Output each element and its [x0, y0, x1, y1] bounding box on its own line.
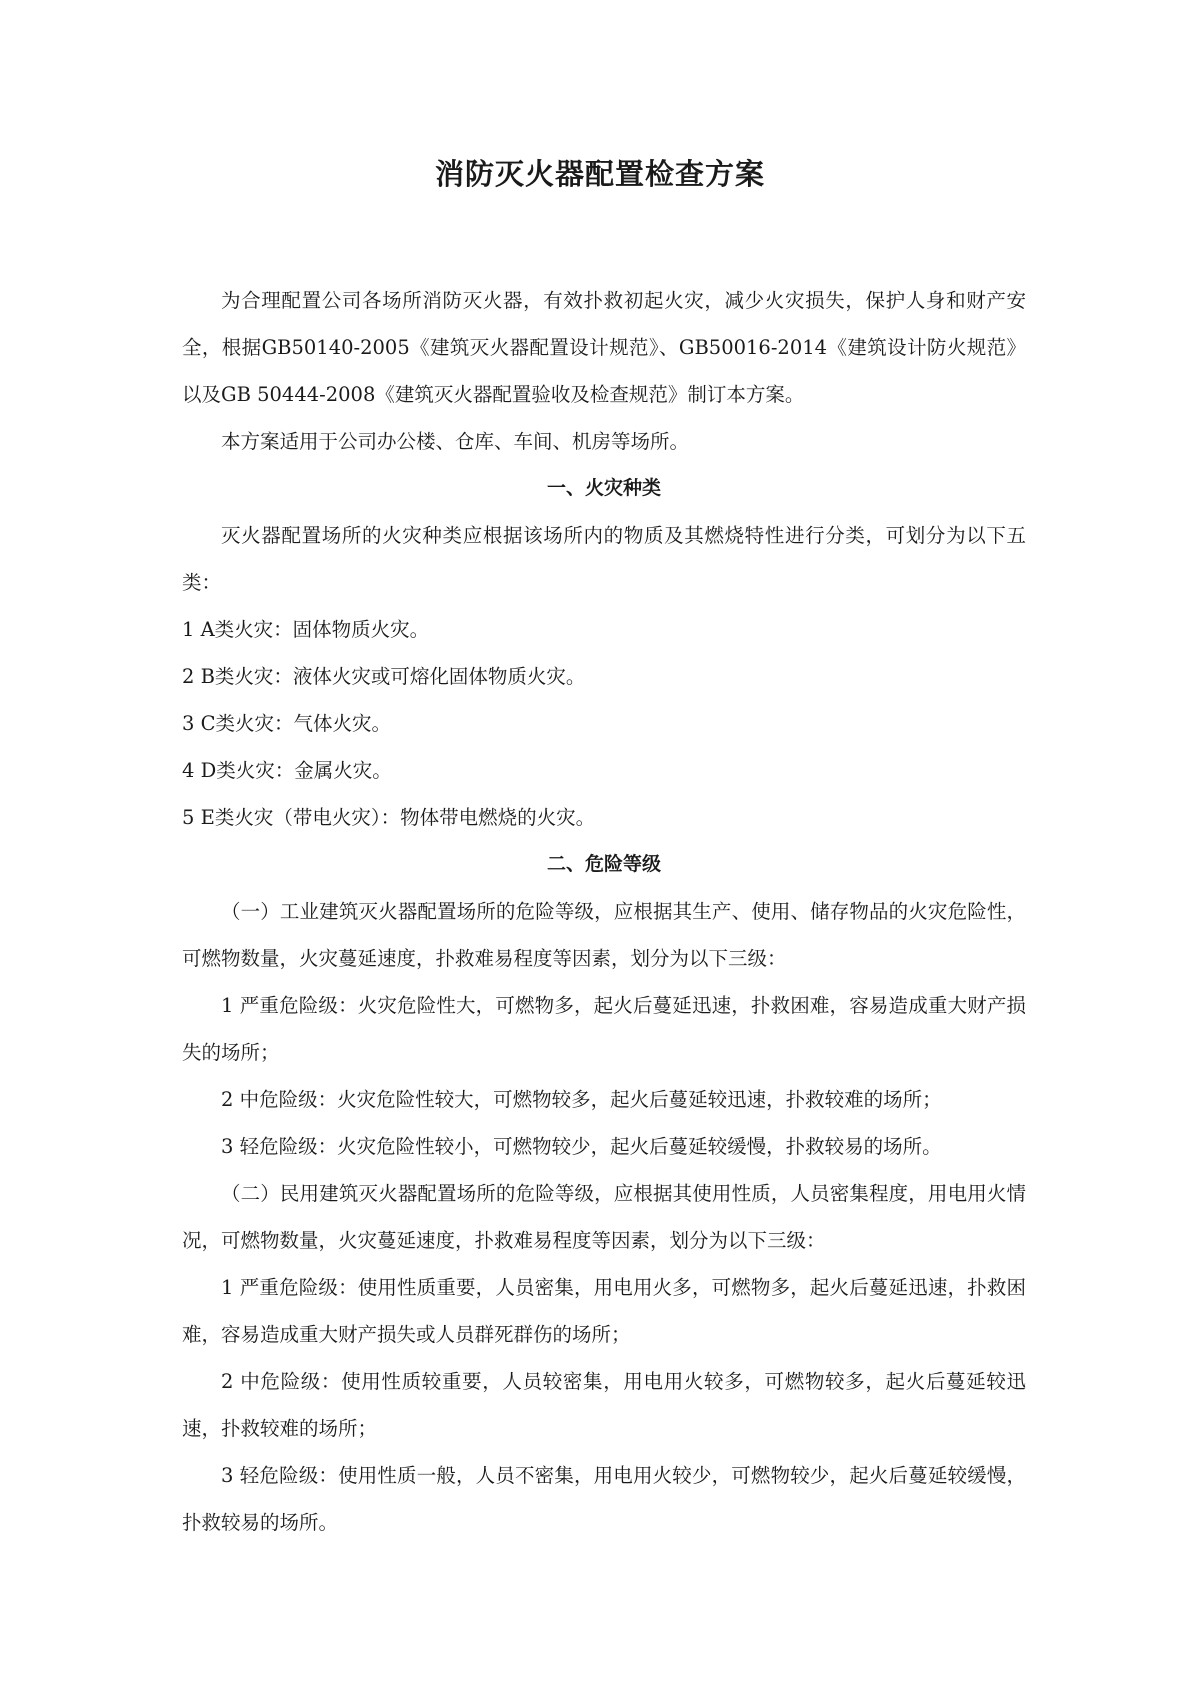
section-heading-fire-types: 一、火灾种类	[546, 477, 661, 499]
scope-paragraph: 本方案适用于公司办公楼、仓库、车间、机房等场所。	[221, 430, 690, 453]
section-heading-hazard-levels: 二、危险等级	[546, 853, 661, 875]
fire-type-item: 3 C类火灾：气体火灾。	[182, 712, 392, 735]
industrial-hazard-item: 3 轻危险级：火灾危险性较小，可燃物较少，起火后蔓延较缓慢，扑救较易的场所。	[221, 1135, 942, 1158]
fire-type-item: 2 B类火灾：液体火灾或可熔化固体物质火灾。	[182, 665, 586, 688]
industrial-hazard-item: 2 中危险级：火灾危险性较大，可燃物较多，起火后蔓延较迅速，扑救较难的场所；	[221, 1088, 942, 1111]
industrial-hazard-paragraph: （一）工业建筑灭火器配置场所的危险等级，应根据其生产、使用、储存物品的火灾危险性，可燃物数量，火灾蔓延速度，扑救难易程度等因素，划分为以下三级：	[182, 900, 1026, 970]
fire-type-item: 1 A类火灾：固体物质火灾。	[182, 618, 430, 641]
fire-types-paragraph: 灭火器配置场所的火灾种类应根据该场所内的物质及其燃烧特性进行分类，可划分为以下五类：	[182, 524, 1026, 594]
civil-hazard-paragraph: （二）民用建筑灭火器配置场所的危险等级，应根据其使用性质，人员密集程度，用电用火情况，可燃物数量，火灾蔓延速度，扑救难易程度等因素，划分为以下三级：	[182, 1182, 1026, 1252]
fire-type-item: 4 D类火灾：金属火灾。	[182, 759, 392, 782]
industrial-hazard-item: 1 严重危险级：火灾危险性大，可燃物多，起火后蔓延迅速，扑救困难，容易造成重大财产损失的场所；	[182, 994, 1026, 1064]
document-body	[182, 277, 1026, 1546]
intro-paragraph: 为合理配置公司各场所消防灭火器，有效扑救初起火灾，减少火灾损失，保护人身和财产安全，根据GB50140-2005《建筑灭火器配置设计规范》、GB50016-2014《建筑设计防火规范》以及GB 50444-2008《建筑灭火器配置验收及检查规范》制订本方案。	[182, 289, 1026, 406]
civil-hazard-item: 1 严重危险级：使用性质重要，人员密集，用电用火多，可燃物多，起火后蔓延迅速，扑救困难，容易造成重大财产损失或人员群死群伤的场所；	[182, 1276, 1026, 1346]
fire-type-item: 5 E类火灾（带电火灾）：物体带电燃烧的火灾。	[182, 806, 596, 829]
document-title: 消防灭火器配置检查方案	[434, 157, 765, 191]
civil-hazard-item: 3 轻危险级：使用性质一般，人员不密集，用电用火较少，可燃物较少，起火后蔓延较缓慢，扑救较易的场所。	[182, 1464, 1026, 1534]
civil-hazard-item: 2 中危险级：使用性质较重要，人员较密集，用电用火较多，可燃物较多，起火后蔓延较迅速，扑救较难的场所；	[182, 1370, 1026, 1440]
